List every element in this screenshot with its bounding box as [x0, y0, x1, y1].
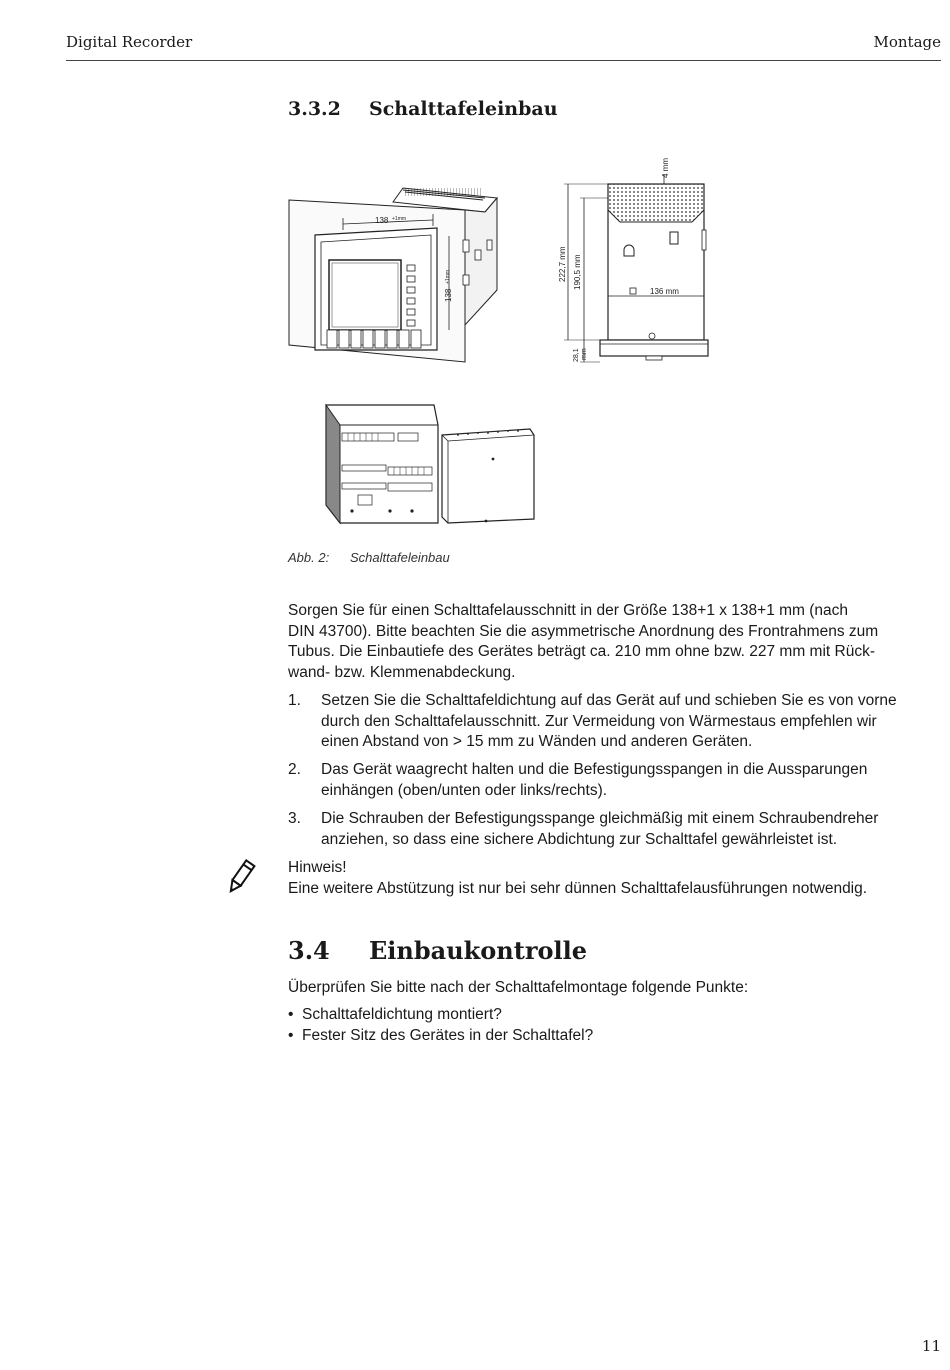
header-divider: [66, 60, 941, 61]
bullet: •: [288, 1027, 294, 1044]
step-text: [321, 760, 943, 801]
rear-terminal-view: [318, 395, 543, 535]
step-number: 2.: [288, 761, 301, 778]
check-item: Schalttafeldichtung montiert?: [302, 1006, 502, 1023]
dim-138-top: 138: [375, 216, 389, 225]
running-header-title: Digital Recorder: [66, 33, 193, 51]
dim-138-top-tol: +1mm: [392, 216, 407, 222]
dim-136: 136 mm: [650, 287, 679, 296]
step-text: [321, 691, 943, 753]
intro-line: Sorgen Sie für einen Schalttafelausschnitt in der Größe 138+1 x 138+1 mm (nach: [288, 602, 849, 619]
dim-28-unit: mm: [581, 348, 588, 360]
step-text: [321, 809, 943, 850]
note-title: Hinweis!: [288, 859, 347, 876]
dim-222: 222,7 mm: [558, 246, 567, 282]
step-line: anziehen, so dass eine sichere Abdichtung zur Schalttafel gewährleistet ist.: [321, 830, 838, 848]
dim-138-side: 138: [444, 288, 453, 302]
page-number: 11: [921, 1337, 941, 1355]
intro-line: DIN 43700). Bitte beachten Sie die asymmetrische Anordnung des Frontrahmens zum: [288, 622, 879, 640]
step-number: 1.: [288, 692, 301, 709]
step-line: einhängen (oben/unten oder links/rechts).: [321, 781, 608, 799]
step-number: 3.: [288, 810, 301, 827]
step-line: Die Schrauben der Befestigungsspange gleichmäßig mit einem Schraubendreher: [321, 810, 879, 827]
section-title: Einbaukontrolle: [369, 936, 587, 965]
intro-line: wand- bzw. Klemmenabdeckung.: [288, 663, 516, 681]
step-line: einen Abstand von > 15 mm zu Wänden und anderen Geräten.: [321, 733, 753, 750]
intro-paragraph: [288, 601, 943, 683]
pencil-note-icon: [220, 858, 260, 898]
section-title: Schalttafeleinbau: [369, 98, 558, 120]
step-line: Das Gerät waagrecht halten und die Befestigungsspangen in die Aussparungen: [321, 761, 868, 778]
check-intro: Überprüfen Sie bitte nach der Schalttafelmontage folgende Punkte:: [288, 979, 749, 996]
step-line: Setzen Sie die Schalttafeldichtung auf das Gerät auf und schieben Sie es von vorne: [321, 692, 897, 709]
dim-4mm: 4 mm: [661, 158, 670, 178]
step-line: durch den Schalttafelausschnitt. Zur Vermeidung von Wärmestaus empfehlen wir: [321, 712, 877, 730]
section-number: 3.3.2: [288, 98, 341, 120]
dim-28: 28,1: [573, 348, 580, 362]
figure-caption-label: Abb. 2:: [288, 550, 330, 565]
side-view-dimension-drawing: [552, 150, 717, 375]
dim-138-side-tol: +1mm: [445, 269, 451, 284]
bullet: •: [288, 1006, 294, 1023]
note-text: Eine weitere Abstützung ist nur bei sehr dünnen Schalttafelausführungen notwendig.: [288, 880, 868, 897]
section-number: 3.4: [288, 936, 330, 965]
intro-line: Tubus. Die Einbautiefe des Gerätes beträgt ca. 210 mm ohne bzw. 227 mm mit Rück-: [288, 643, 875, 660]
front-view-panel-mount: [285, 180, 530, 370]
figure-caption-text: Schalttafeleinbau: [350, 550, 450, 565]
running-header-section: Montage: [873, 33, 941, 51]
check-item: Fester Sitz des Gerätes in der Schalttafel?: [302, 1027, 594, 1044]
dim-190: 190,5 mm: [573, 254, 582, 290]
